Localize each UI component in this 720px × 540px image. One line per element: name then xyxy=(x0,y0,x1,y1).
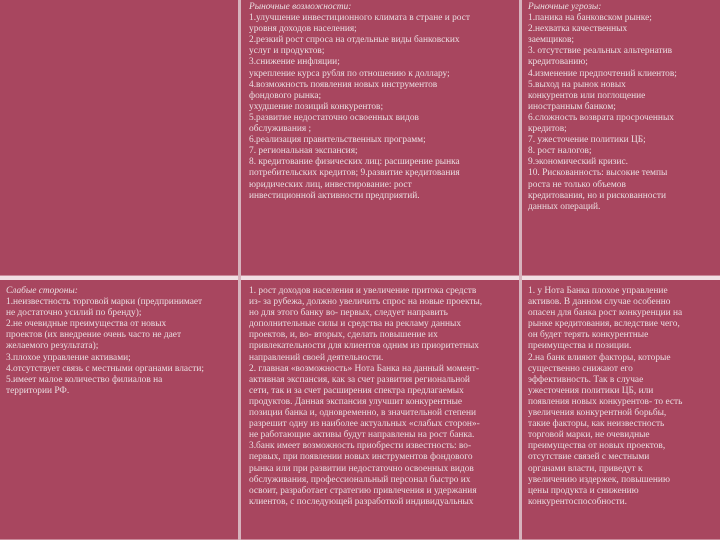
column-divider xyxy=(238,0,241,540)
text-line: рынке кредитования, вследствие чего, xyxy=(528,319,680,330)
text-line: фондового рынка; xyxy=(249,90,322,101)
text-line: 6.сложность возврата просроченных xyxy=(528,112,674,123)
text-line: юридических лиц, инвестирование: рост xyxy=(249,179,412,190)
text-line: кредитов; xyxy=(528,124,567,135)
text-line: 5.имеет малое количество филиалов на xyxy=(6,374,163,385)
empty-corner-cell xyxy=(0,0,239,276)
text-line: проектов, и, во- вторых, сделать повышение их xyxy=(249,330,438,341)
text-line: территории РФ. xyxy=(6,385,70,396)
text-line: продуктов. Данная экспансия улучшит конкурентные xyxy=(249,396,463,407)
text-line: 8. рост налогов; xyxy=(528,146,592,157)
text-line: увеличению издержек, повышению xyxy=(528,474,670,485)
text-line: конкурентов или поглощение xyxy=(528,90,646,101)
text-line: обслуживания, профессиональный персонал быстро их xyxy=(249,474,471,485)
text-line: кредитования, но и рискованности xyxy=(528,190,666,201)
text-line: 8. кредитование физических лиц: расширение рынка xyxy=(249,157,460,168)
text-line: 2.резкий рост спроса на отдельные виды банковских xyxy=(249,35,460,46)
text-line: уровня доходов населения; xyxy=(249,24,357,35)
text-line: 3.снижение инфляции; xyxy=(249,57,340,68)
text-line: увеличения конкурентной борьбы, xyxy=(528,408,667,419)
text-line: проектов (их внедрение очень часто не дает xyxy=(6,330,182,341)
weaknesses-title: Слабые стороны: xyxy=(6,286,78,296)
wo-strategy-cell xyxy=(239,276,520,540)
text-line: услуг и продуктов; xyxy=(249,46,325,57)
text-line: 6.реализация правительственных программ; xyxy=(249,135,426,146)
text-line: привлекательности для клиентов одним из приоритетных xyxy=(249,341,479,352)
text-line: 10. Рискованность: высокие темпы xyxy=(528,168,668,179)
text-line: ужесточения политики ЦБ, или xyxy=(528,385,654,396)
text-line: 5.выход на рынок новых xyxy=(528,79,626,90)
threats-list xyxy=(528,13,714,213)
text-line: 7. региональная экспансия; xyxy=(249,146,358,157)
text-line: 2.не очевидные преимущества от новых xyxy=(6,319,167,330)
wt-strategy-cell xyxy=(520,276,720,540)
opportunities-cell xyxy=(239,0,520,276)
text-line: 1.улучшение инвестиционного климата в стране и рост xyxy=(249,13,470,24)
text-line: роста не только объемов xyxy=(528,179,626,190)
text-line: эффективность. Так в случае xyxy=(528,374,644,385)
text-line: органами власти, приведут к xyxy=(528,463,643,474)
text-line: активная экспансия, как за счет развития региональной xyxy=(249,374,470,385)
weaknesses-cell xyxy=(0,276,239,540)
text-line: рынка или при развитии недостаточно освоенных видов xyxy=(249,463,474,474)
text-line: потребительских кредитов; 9.развитие кредитования xyxy=(249,168,460,179)
text-line: такие факторы, как неизвестность xyxy=(528,419,665,430)
text-line: конкурентоспособности. xyxy=(528,496,627,507)
text-line: 1. рост доходов населения и увеличение притока средств xyxy=(249,286,477,296)
weaknesses-list xyxy=(6,297,232,397)
text-line: 7. ужесточение политики ЦБ; xyxy=(528,135,646,146)
text-line: разрешит одну из наиболее актуальных «слабых сторон»- xyxy=(249,419,480,430)
text-line: опасен для банка рост конкуренции на xyxy=(528,308,683,319)
text-line: 9.экономический кризис. xyxy=(528,157,628,168)
text-line: первых, при появлении новых инструментов фондового xyxy=(249,452,473,463)
text-line: но для этого банку во- первых, следует направить xyxy=(249,308,448,319)
column-divider xyxy=(519,0,522,540)
text-line: укрепление курса рубля по отношению к доллару; xyxy=(249,68,450,79)
text-line: 3.плохое управление активами; xyxy=(6,352,131,363)
opportunities-list xyxy=(249,13,513,202)
text-line: преимущества от новых проектов, xyxy=(528,441,666,452)
text-line: инвестиционной активности предприятий. xyxy=(249,190,420,201)
text-line: он будет терять конкурентные xyxy=(528,330,649,341)
text-line: дополнительные силы и средства на рекламу данных xyxy=(249,319,462,330)
text-line: преимущества и позиции. xyxy=(528,341,632,352)
text-line: заемщиков; xyxy=(528,35,574,46)
text-line: ухудшение позиций конкурентов; xyxy=(249,101,384,112)
text-line: кредитованию; xyxy=(528,57,588,68)
text-line: данных операций. xyxy=(528,201,601,212)
text-line: 4.изменение предпочтений клиентов; xyxy=(528,68,677,79)
text-line: появления новых конкурентов- то есть xyxy=(528,396,683,407)
text-line: желаемого результата); xyxy=(6,341,99,352)
threats-title: Рыночные угрозы: xyxy=(528,2,602,12)
text-line: клиентов, с последующей разработкой индивидуальных xyxy=(249,496,474,507)
text-line: 4.возможность появления новых инструментов xyxy=(249,79,438,90)
text-line: 3. отсутствие реальных альтернатив xyxy=(528,46,673,57)
text-line: активов. В данном случае особенно xyxy=(528,297,671,308)
text-line: обслуживания ; xyxy=(249,124,312,135)
text-line: 2.на банк влияют факторы, которые xyxy=(528,352,671,363)
text-line: не достаточно усилий по бренду); xyxy=(6,308,142,319)
text-line: 4.отсутствует связь с местными органами власти; xyxy=(6,363,204,374)
text-line: 5.развитие недостаточно освоенных видов xyxy=(249,112,419,123)
text-line: 1.паника на банковском рынке; xyxy=(528,13,652,24)
text-line: отсутствие связей с местными xyxy=(528,452,650,463)
wo-strategy-text xyxy=(249,286,513,508)
text-line: направлений своей деятельности. xyxy=(249,352,384,363)
text-line: освоит, разработает стратегию привлечения и удержания xyxy=(249,485,477,496)
opportunities-title: Рыночные возможности: xyxy=(249,2,352,12)
wt-strategy-text xyxy=(528,286,714,508)
text-line: иностранным банком; xyxy=(528,101,616,112)
text-line: 1. у Нота Банка плохое управление xyxy=(528,286,668,296)
threats-cell xyxy=(520,0,720,276)
text-line: существенно снижают его xyxy=(528,363,633,374)
text-line: 2. главная «возможность» Нота Банка на данный момент- xyxy=(249,363,479,374)
text-line: 3.банк имеет возможность приобрести известность: во- xyxy=(249,441,472,452)
text-line: позиции банка и, одновременно, в значительной степени xyxy=(249,408,476,419)
text-line: торговой марки, не очевидные xyxy=(528,430,650,441)
text-line: 2.нехватка качественных xyxy=(528,24,628,35)
text-line: цены продукта и снижению xyxy=(528,485,639,496)
text-line: сети, так и за счет расширения спектра предлагаемых xyxy=(249,385,464,396)
text-line: 1.неизвестность торговой марки (предпринимает xyxy=(6,297,203,308)
text-line: из- за рубежа, должно увеличить спрос на новые проекты, xyxy=(249,297,483,308)
text-line: не работающие активы будут направлены на рост банка. xyxy=(249,430,475,441)
